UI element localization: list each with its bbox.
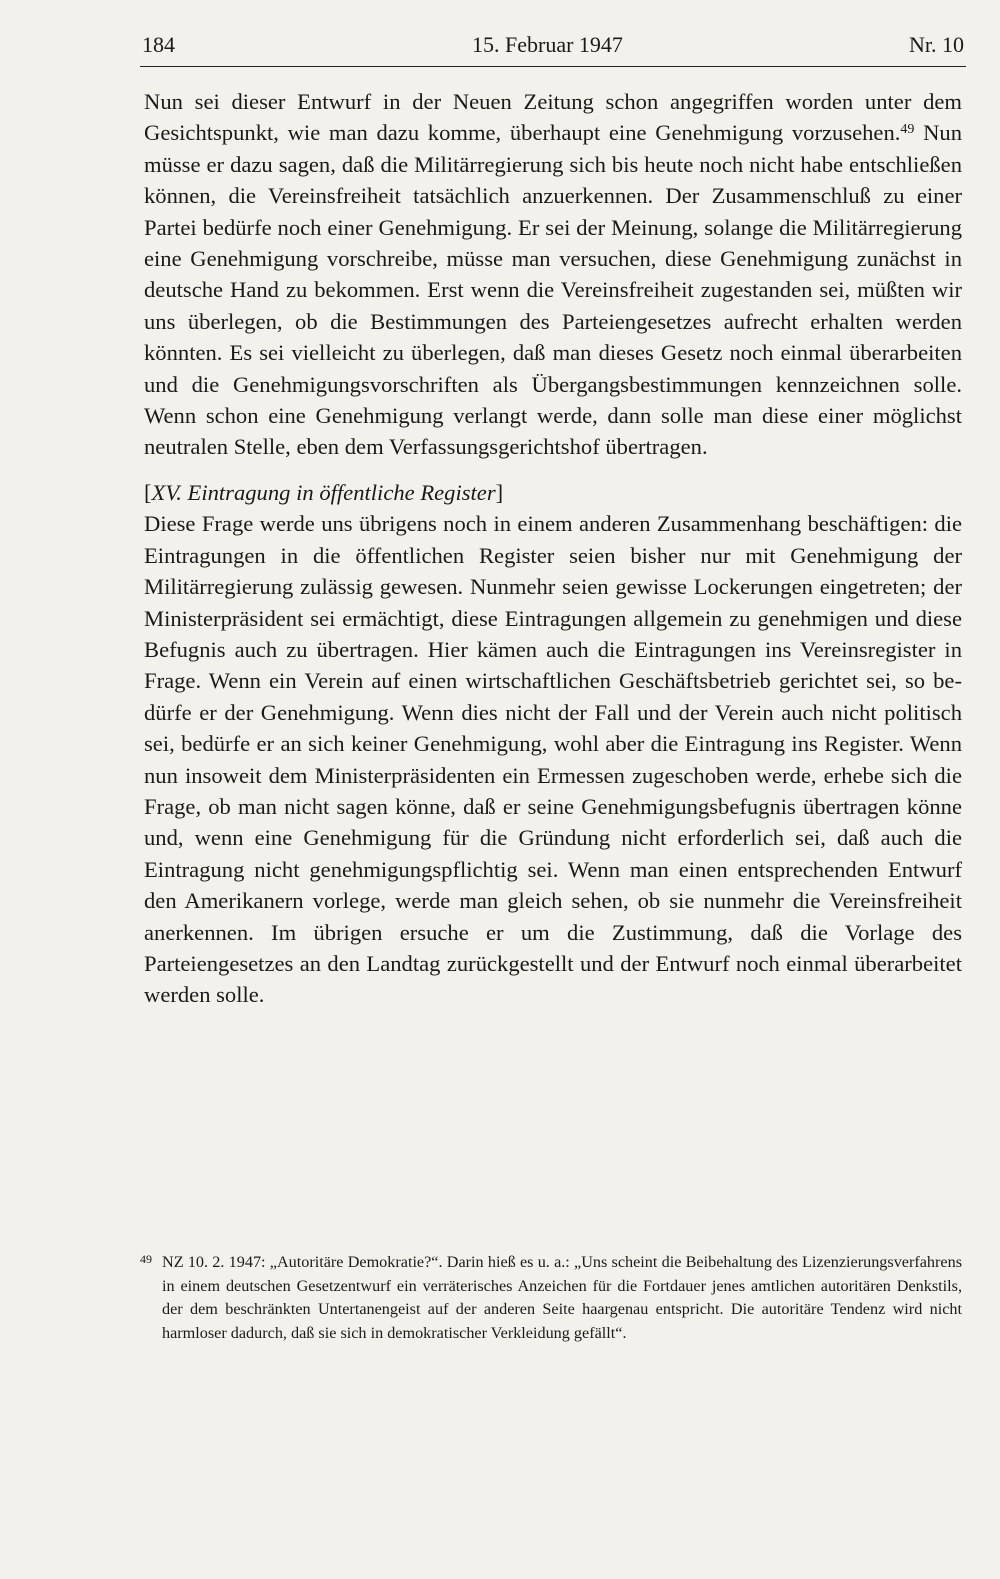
paragraph-1 <box>144 86 962 463</box>
footnote-number: 49 <box>140 1252 152 1266</box>
section-heading <box>144 477 962 508</box>
running-header <box>140 26 966 62</box>
heading-open-bracket: [ <box>144 479 152 505</box>
header-date: 15. Februar 1947 <box>472 32 623 57</box>
footnote-text: NZ 10. 2. 1947: „Autoritäre Demokratie?“. Darin hieß es u. a.: „Uns scheint die Beibehaltung des Lizenzierungsverfahrens in einem deutschen Gesetzentwurf ein verräterisches Anzeichen für die Fortdauer jenes amtlichen autoritären Denkstils, der dem beschränkten Untertanengeist auf der anderen Seite haargenau entspricht. Die autoritäre Tendenz wird nicht harmloser dadurch, daß sie sich in demokratischer Verkleidung gefällt“. <box>162 1253 962 1342</box>
footnote-reference: 49 <box>900 122 915 138</box>
header-rule <box>140 66 966 67</box>
issue-number: Nr. 10 <box>909 32 964 57</box>
heading-text: XV. Eintragung in öffentliche Register <box>151 479 496 505</box>
heading-close-bracket: ] <box>495 479 504 505</box>
main-text <box>144 86 962 1011</box>
paragraph-2: Diese Frage werde uns übrigens noch in einem anderen Zusammenhang beschäftigen: die Eintragungen in die öffentlichen Register seien bisher nur mit Genehmigung der Militärregierung zulässig gewesen. Nunmehr seien gewisse Lockerungen eingetreten; der Ministerpräsident sei ermächtigt, diese Eintragungen allgemein zu genehmigen und diese Befugnis auch zu übertragen. Hier kämen auch die Eintragungen ins Vereinsregister in Frage. Wenn ein Verein auf einen wirtschaftlichen Geschäftsbetrieb gerichtet sei, so bedürfe er der Genehmigung. Wenn dies nicht der Fall und der Verein auch nicht politisch sei, bedürfe er an sich keiner Genehmigung, wohl aber die Eintragung ins Register. Wenn nun insoweit dem Ministerpräsidenten ein Ermessen zugeschoben werde, erhebe sich die Frage, ob man nicht sagen könne, daß er seine Genehmigungsbefugnis übertragen könne und, wenn eine Genehmigung für die Gründung nicht erforderlich sei, daß auch die Eintragung nicht genehmigungspflichtig sei. Wenn man einen entsprechenden Entwurf den Amerikanern vorlege, werde man gleich sehen, ob sie nunmehr die Vereinsfreiheit anerkennen. Im übrigen ersuche er um die Zustimmung, daß die Vorlage des Parteiengesetzes an den Landtag zurückgestellt und der Entwurf noch einmal überarbeitet werden solle. <box>144 511 962 1008</box>
paragraph-1-text-a: Nun sei dieser Entwurf in der Neuen Zeitung schon angegriffen worden unter dem Gesichtspunkt, wie man dazu komme, überhaupt eine Genehmigung vorzusehen. <box>144 89 962 146</box>
footnote <box>140 1251 962 1345</box>
page-number: 184 <box>142 32 175 57</box>
paragraph-1-text-b: Nun müsse er dazu sagen, daß die Militärregierung sich bis heute noch nicht habe entschließen können, die Vereinsfreiheit tatsächlich anzuerkennen. Der Zusammenschluß zu einer Partei bedürfe noch einer Genehmigung. Er sei der Meinung, solange die Militärregierung eine Genehmigung vorschreibe, müsse man versuchen, diese Genehmigung zunächst in deutsche Hand zu bekommen. Erst wenn die Vereinsfreiheit zugestanden sei, müßten wir uns überlegen, ob die Bestimmungen des Parteiengesetzes aufrecht erhalten werden könnten. Es sei vielleicht zu überlegen, daß man dieses Gesetz noch einmal überarbeiten und die Genehmigungsvorschriften als Übergangsbestimmungen kennzeichnen solle. Wenn schon eine Genehmigung verlangt werde, dann solle man diese einer möglichst neutralen Stelle, eben dem Verfassungsgerichtshof übertragen. <box>144 120 962 460</box>
